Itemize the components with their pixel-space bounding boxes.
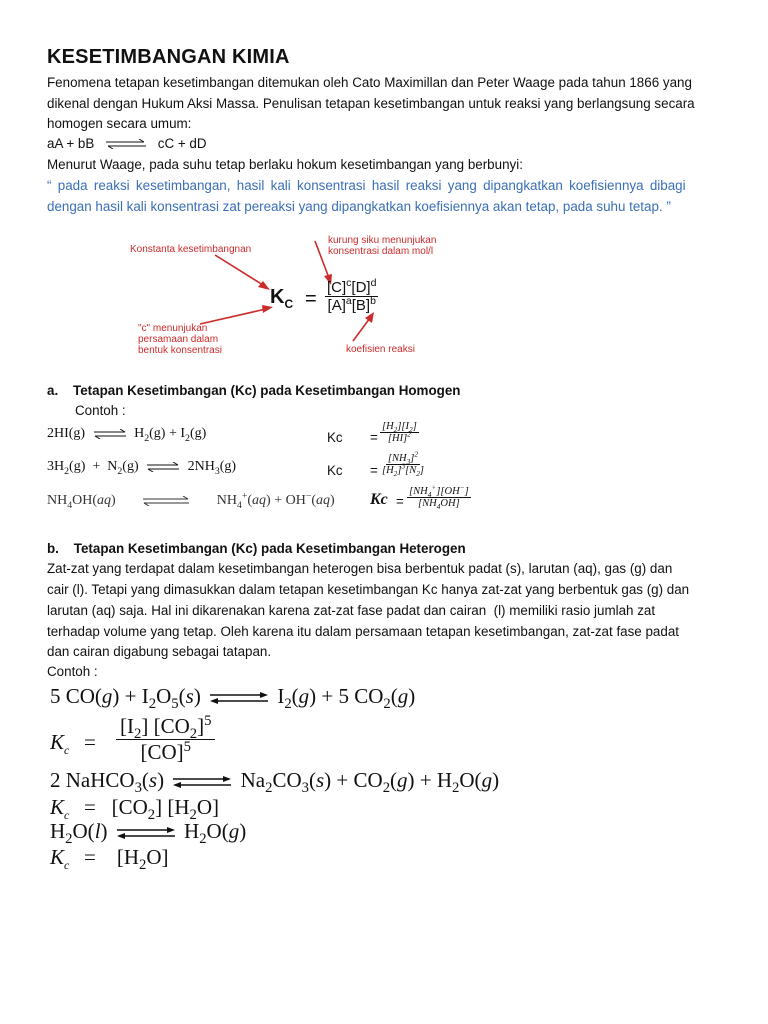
section-b-line-1: Zat-zat yang terdapat dalam kesetimbangan heterogen bisa berbentuk padat (s), larutan (aq), gas (g) dan (47, 561, 673, 576)
kc-equals: = (305, 288, 317, 310)
intro-line-1: Fenomena tetapan kesetimbangan ditemukan oleh Cato Maximillan dan Peter Waage pada tahun 1866 yang (47, 75, 692, 90)
section-b-heading: b. Tetapan Kesetimbangan (Kc) pada Kesetimbangan Heterogen (47, 541, 466, 556)
equilibrium-arrow-icon (145, 462, 181, 472)
equals-sign-3: = (396, 494, 404, 509)
general-equation-right: cC + dD (157, 136, 207, 151)
equilibrium-arrow-icon (171, 776, 233, 788)
kc-label-het-2: $K_c$ (50, 795, 70, 823)
reaction-water: $H_2O(l)$ $H_2O(g)$ (50, 819, 247, 848)
equals-sign-2: = (370, 463, 378, 478)
intro-line-3: homogen secara umum: (47, 116, 192, 131)
general-equation (47, 134, 207, 154)
section-b-contoh: Contoh : (47, 664, 98, 679)
intro-line-2: dikenal dengan Hukum Aksi Massa. Penulisan tetapan kesetimbangan untuk reaksi yang berlangsung secara (47, 96, 695, 111)
section-b-line-5: dan cairan digabung sebagai tatapan. (47, 644, 272, 659)
law-quote-line-2: dengan hasil kali konsentrasi zat pereaksi yang dipangkatkan koefisiennya akan tetap, pada suhu tetap. ” (47, 199, 671, 214)
kc-label-het-1: $K_c$ (50, 730, 70, 758)
equals-sign-1: = (370, 430, 378, 445)
kc-diagram (120, 228, 480, 368)
section-b-line-3: larutan (aq) saja. Hal ini dikarenakan karena zat-zat fase padat dan cairan (l) memiliki rasio jumlah zat (47, 603, 656, 618)
kc-fraction-nh4oh: $\frac{[NH_4^+][OH^-]}{[NH_4OH]}$ (409, 482, 469, 512)
section-a-contoh: Contoh : (75, 403, 126, 418)
label-coefficient: koefisien reaksi (346, 344, 415, 355)
equilibrium-arrow-icon (208, 692, 270, 704)
label-bracket-line-2: konsentrasi dalam mol/l (328, 246, 434, 257)
equilibrium-arrow-icon (115, 827, 177, 839)
reaction-nahco3: 2 NaHCO$_3$(s) $Na_2CO_3(s) + CO_2(g) + H_2O(g)$ (50, 768, 500, 797)
kc-expression-water: = $[H_2O]$ (84, 845, 169, 874)
label-c-line-3: bentuk konsentrasi (138, 345, 222, 356)
kc-expression-nahco3: = $[CO_2]$ $[H_2O]$ (84, 795, 220, 824)
label-c-line-2: persamaan dalam (138, 334, 219, 345)
kc-label-2: Kc (327, 463, 343, 478)
intro-line-4: Menurut Waage, pada suhu tetap berlaku hokum kesetimbangan yang berbunyi: (47, 157, 523, 172)
label-constant: Konstanta kesetimbangnan (130, 244, 252, 255)
kc-symbol: $K_C$ (270, 286, 294, 311)
kc-fraction-nh3: $\frac{[NH_3]^2}{[H_2]^3[N_2]}$ (382, 449, 424, 479)
label-c-line-1: "c" menunjukan (138, 323, 208, 334)
equilibrium-arrow-icon (141, 496, 191, 506)
reaction-nh4oh: $NH_4OH(aq) NH_4^+(aq) + OH^-(aq)$ (47, 490, 335, 511)
law-quote-line-1: “ pada reaksi kesetimbangan, hasil kali konsentrasi hasil reaksi yang dipangkatkan koefisiennya dibagi (47, 178, 686, 193)
reaction-nh3: $3H_2(g) + N_2(g)$ $2NH_3(g)$ (47, 459, 237, 477)
reaction-hi: 2HI(g) $H_2(g) + I_2(g)$ (47, 426, 207, 444)
kc-general-fraction: $[C]^c[D]^d$ $[A]^a[B]^b$ (327, 277, 377, 314)
kc-label-het-3: $K_c$ (50, 845, 70, 873)
label-bracket-line-1: kurung siku menunjukan (328, 235, 437, 246)
kc-fraction-co: $\frac{[I_2] [CO_2]^5}{[CO]^5}$ (116, 714, 215, 765)
equals-het-1: = (84, 730, 96, 754)
section-a-heading: a. Tetapan Kesetimbangan (Kc) pada Kesetimbangan Homogen (47, 383, 461, 398)
kc-label-3: Kc (370, 491, 388, 508)
equilibrium-arrow-icon (92, 429, 128, 439)
section-b-line-4: terhadap volume yang tetap. Oleh karena itu dalam persamaan tetapan kesetimbangan, zat-zat fase padat (47, 624, 679, 639)
section-b-line-2: cair (l). Tetapi yang dimasukkan dalam tetapan kesetimbangan Kc hanya zat-zat yang berbentuk gas (g) dan (47, 582, 690, 597)
kc-fraction-hi: $\frac{[H_2][I_2]}{[HI]^2}$ (382, 421, 417, 444)
page-title: KESETIMBANGAN KIMIA (47, 46, 290, 68)
reaction-co-i2o5: 5 $CO(g) + I_2O_5(s) I_2(g) + 5$ $CO_2(g)$ (50, 684, 416, 713)
general-equation-left: aA + bB (47, 136, 95, 151)
equilibrium-arrow-icon (104, 139, 148, 149)
kc-label-1: Kc (327, 430, 343, 445)
